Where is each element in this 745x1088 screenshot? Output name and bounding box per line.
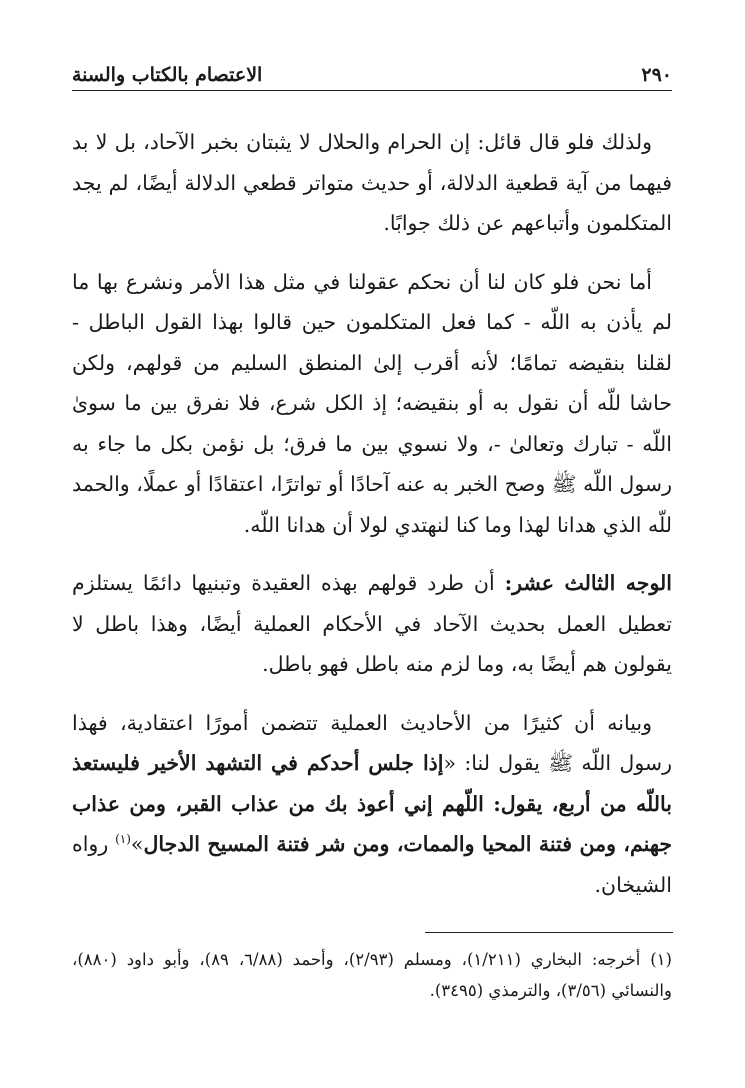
book-title: الاعتصام بالكتاب والسنة — [72, 64, 263, 86]
paragraph-3 — [72, 563, 672, 685]
page-number: ٢٩٠ — [641, 64, 672, 86]
footnote-marker[interactable]: (١) — [115, 832, 131, 847]
paragraph-4-ending: رواه الشيخان. — [72, 832, 672, 897]
quote-close: » — [130, 832, 144, 856]
paragraph-3-text: أن طرد قولهم بهذه العقيدة وتبنيها دائمًا يستلزم تعطيل العمل بحديث الآحاد في الأحكام العملية أيضًا، وهذا باطل لا يقولون هم أيضًا به، وما لزم منه باطل فهو باطل. — [72, 571, 672, 676]
paragraph-4-intro: وبيانه أن كثيرًا من الأحاديث العملية تتضمن أمورًا اعتقادية، فهذا رسول اللّه ﷺ يقول لنا: « — [72, 710, 672, 775]
main-text — [72, 122, 672, 923]
hadith-quote: إذا جلس أحدكم في التشهد الأخير فليستعذ باللّه من أربع، يقول: اللّهم إني أعوذ بك من عذاب القبر، ومن عذاب جهنم، ومن فتنة المحيا والممات، ومن شر فتنة المسيح الدجال — [72, 751, 672, 856]
footnote: (١) أخرجه: البخاري (١/٢١١)، ومسلم (٢/٩٣)، وأحمد (٦/٨٨، ٨٩)، وأبو داود (٨٨٠)، والنسائي (٣/٥٦)، والترمذي (٣٤٩٥). — [72, 950, 672, 1000]
paragraph-2: أما نحن فلو كان لنا أن نحكم عقولنا في مثل هذا الأمر ونشرع بها ما لم يأذن به اللّه - كما فعل المتكلمون حين قالوا بهذا القول الباطل - لقلنا بنقيضه تمامًا؛ لأنه أقرب إلىٰ المنطق السليم من قولهم، ولكن حاشا للّه أن نقول به أو بنقيضه؛ إذ الكل شرع، فلا نفرق بين ما سوىٰ اللّه - تبارك وتعالىٰ -، ولا نسوي بين ما فرق؛ بل نؤمن بكل ما جاء به رسول اللّه ﷺ وصح الخبر به عنه آحادًا أو تواترًا، اعتقادًا أو عملًا، والحمد للّه الذي هدانا لهذا وما كنا لنهتدي لولا أن هدانا اللّه. — [72, 269, 672, 537]
paragraph-1: ولذلك فلو قال قائل: إن الحرام والحلال لا يثبتان بخبر الآحاد، بل لا بد فيهما من آية قطعية الدلالة، أو حديث متواتر قطعي الدلالة أيضًا، لم يجد المتكلمون وأتباعهم عن ذلك جوابًا. — [72, 130, 672, 235]
section-heading: الوجه الثالث عشر: — [504, 571, 672, 595]
running-header — [72, 56, 672, 91]
paragraph-4 — [72, 703, 672, 906]
footnote-divider — [425, 932, 673, 933]
